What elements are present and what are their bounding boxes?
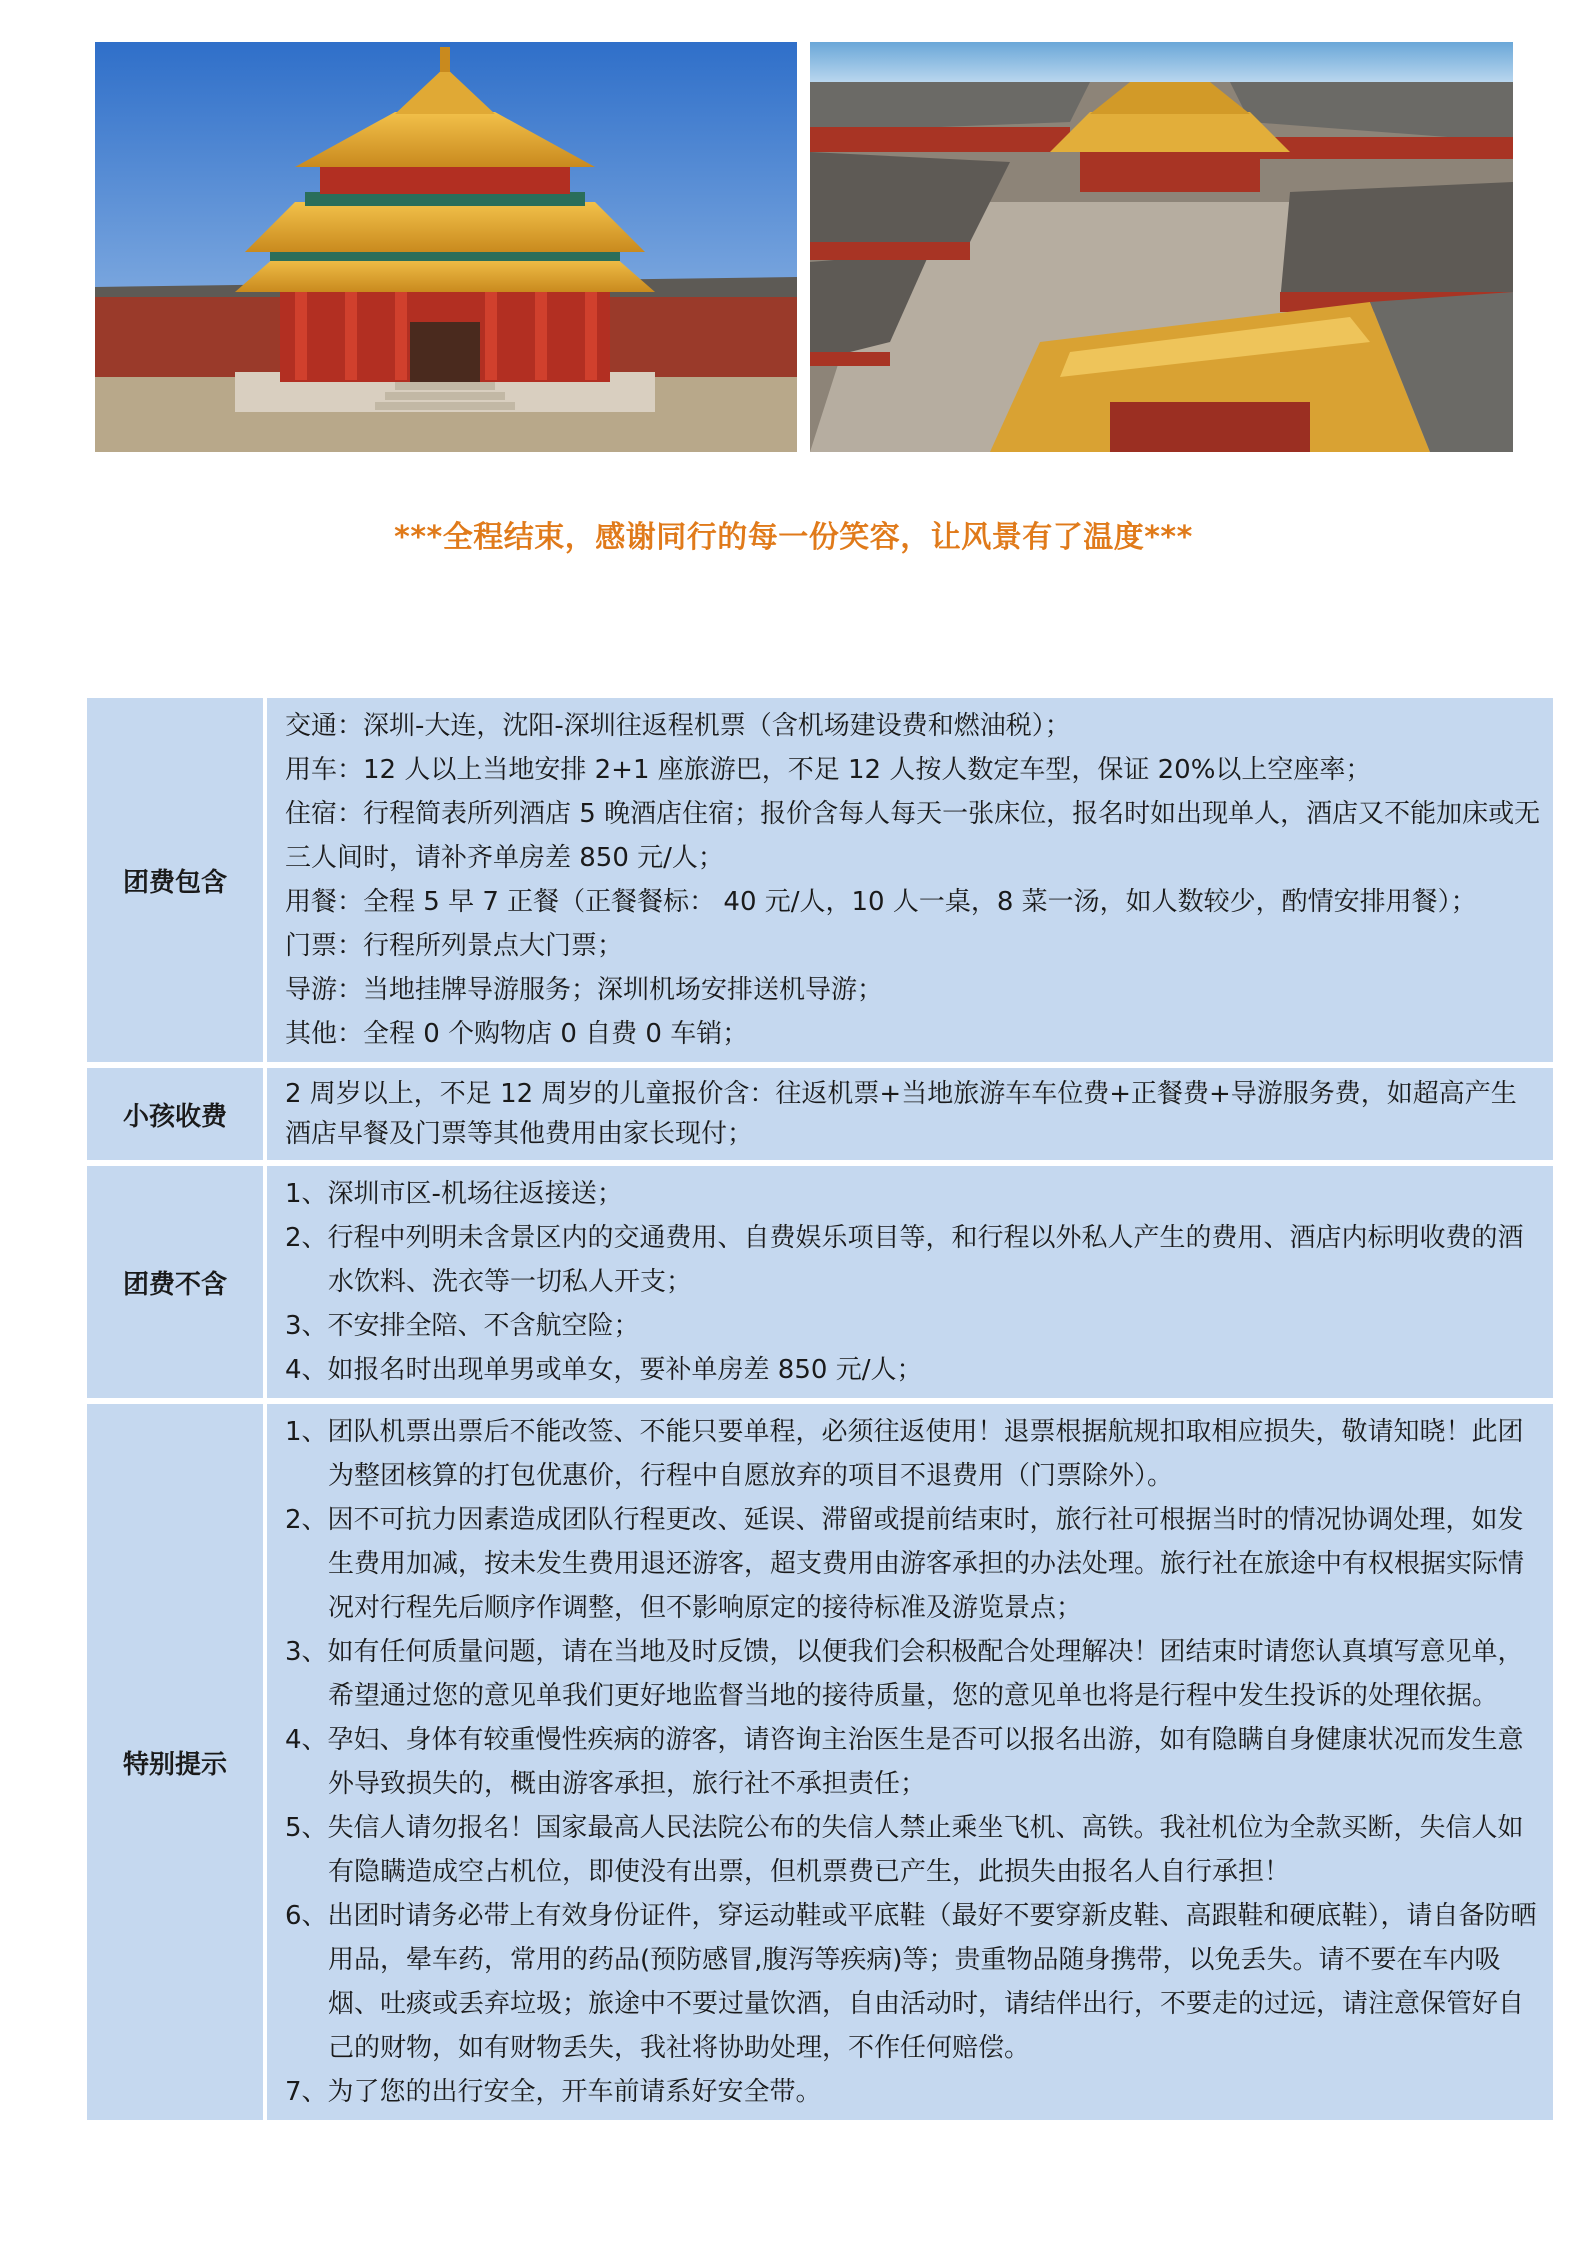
fee-includes-line: 住宿：行程简表所列酒店 5 晚酒店住宿；报价含每人每天一张床位，报名时如出现单人，酒店又不能加床或无三人间时，请补齐单房差 850 元/人； [285,799,1541,873]
special-notes-item: 5、失信人请勿报名！国家最高人民法院公布的失信人禁止乘坐飞机、高铁。我社机位为全款买断，失信人如有隐瞒造成空占机位，即使没有出票，但机票费已产生，此损失由报名人自行承担！ [285,1813,1524,1887]
label-child-fee: 小孩收费 [87,1062,267,1160]
fee-excludes-item: 1、深圳市区-机场往返接送； [285,1179,623,1209]
row-fee-includes [87,698,1553,1062]
label-fee-includes: 团费包含 [87,698,267,1062]
special-notes-item: 6、出团时请务必带上有效身份证件，穿运动鞋或平底鞋（最好不要穿新皮鞋、高跟鞋和硬底鞋），请自备防晒用品，晕车药，常用的药品(预防感冒,腹泻等疾病)等；贵重物品随身携带，以免丢失。请不要在车内吸烟、吐痰或丢弃垃圾；旅途中不要过量饮酒，自由活动时，请结伴出行，不要走的过远，请注意保管好自己的财物，如有财物丢失，我社将协助处理，不作任何赔偿。 [285,1901,1537,2063]
label-fee-excludes: 团费不含 [87,1160,267,1398]
label-special-notes: 特别提示 [87,1398,267,2120]
palace-pavilion-image [95,42,797,452]
fee-includes-line: 导游：当地挂牌导游服务；深圳机场安排送机导游； [285,975,884,1005]
row-fee-excludes [87,1160,1553,1398]
special-notes-item: 1、团队机票出票后不能改签、不能只要单程，必须往返使用！退票根据航规扣取相应损失，敬请知晓！此团为整团核算的打包优惠价，行程中自愿放弃的项目不退费用（门票除外）。 [285,1417,1524,1491]
special-notes-item: 2、因不可抗力因素造成团队行程更改、延误、滞留或提前结束时，旅行社可根据当时的情况协调处理，如发生费用加减，按未发生费用退还游客，超支费用由游客承担的办法处理。旅行社在旅途中有权根据实际情况对行程先后顺序作调整，但不影响原定的接待标准及游览景点； [285,1505,1525,1623]
content-fee-includes [267,698,1553,1062]
fee-excludes-item: 3、不安排全陪、不含航空险； [285,1311,640,1341]
fee-includes-line: 交通：深圳-大连，沈阳-深圳往返程机票（含机场建设费和燃油税）； [285,711,1071,741]
fee-includes-line: 用餐：全程 5 早 7 正餐（正餐餐标： 40 元/人，10 人一桌，8 菜一汤，如人数较少，酌情安排用餐）； [285,887,1477,917]
palace-rooftops-photo [810,42,1513,452]
content-child-fee [267,1062,1553,1160]
fee-includes-line: 门票：行程所列景点大门票； [285,931,624,961]
special-notes-item: 3、如有任何质量问题，请在当地及时反馈，以便我们会积极配合处理解决！团结束时请您认真填写意见单，希望通过您的意见单我们更好地监督当地的接待质量，您的意见单也将是行程中发生投诉的处理依据。 [285,1637,1524,1711]
child-fee-text: 2 周岁以上，不足 12 周岁的儿童报价含：往返机票+当地旅游车车位费+正餐费+导游服务费，如超高产生酒店早餐及门票等其他费用由家长现付； [285,1079,1517,1149]
info-table [87,698,1553,2120]
palace-rooftops-image [810,42,1513,452]
content-special-notes [267,1398,1553,2120]
fee-excludes-item: 4、如报名时出现单男或单女，要补单房差 850 元/人； [285,1355,923,1385]
row-special-notes [87,1398,1553,2120]
row-child-fee [87,1062,1553,1160]
fee-excludes-item: 2、行程中列明未含景区内的交通费用、自费娱乐项目等，和行程以外私人产生的费用、酒店内标明收费的酒水饮料、洗衣等一切私人开支； [285,1223,1524,1297]
special-notes-item: 4、孕妇、身体有较重慢性疾病的游客，请咨询主治医生是否可以报名出游，如有隐瞒自身健康状况而发生意外导致损失的，概由游客承担，旅行社不承担责任； [285,1725,1524,1799]
palace-pavilion-photo [95,42,797,452]
fee-includes-line: 其他：全程 0 个购物店 0 自费 0 车销； [285,1019,749,1049]
content-fee-excludes [267,1160,1553,1398]
closing-message: ***全程结束，感谢同行的每一份笑容，让风景有了温度*** [394,520,1193,555]
fee-includes-line: 用车：12 人以上当地安排 2+1 座旅游巴，不足 12 人按人数定车型，保证 20%以上空座率； [285,755,1372,785]
special-notes-item: 7、为了您的出行安全，开车前请系好安全带。 [285,2077,822,2107]
